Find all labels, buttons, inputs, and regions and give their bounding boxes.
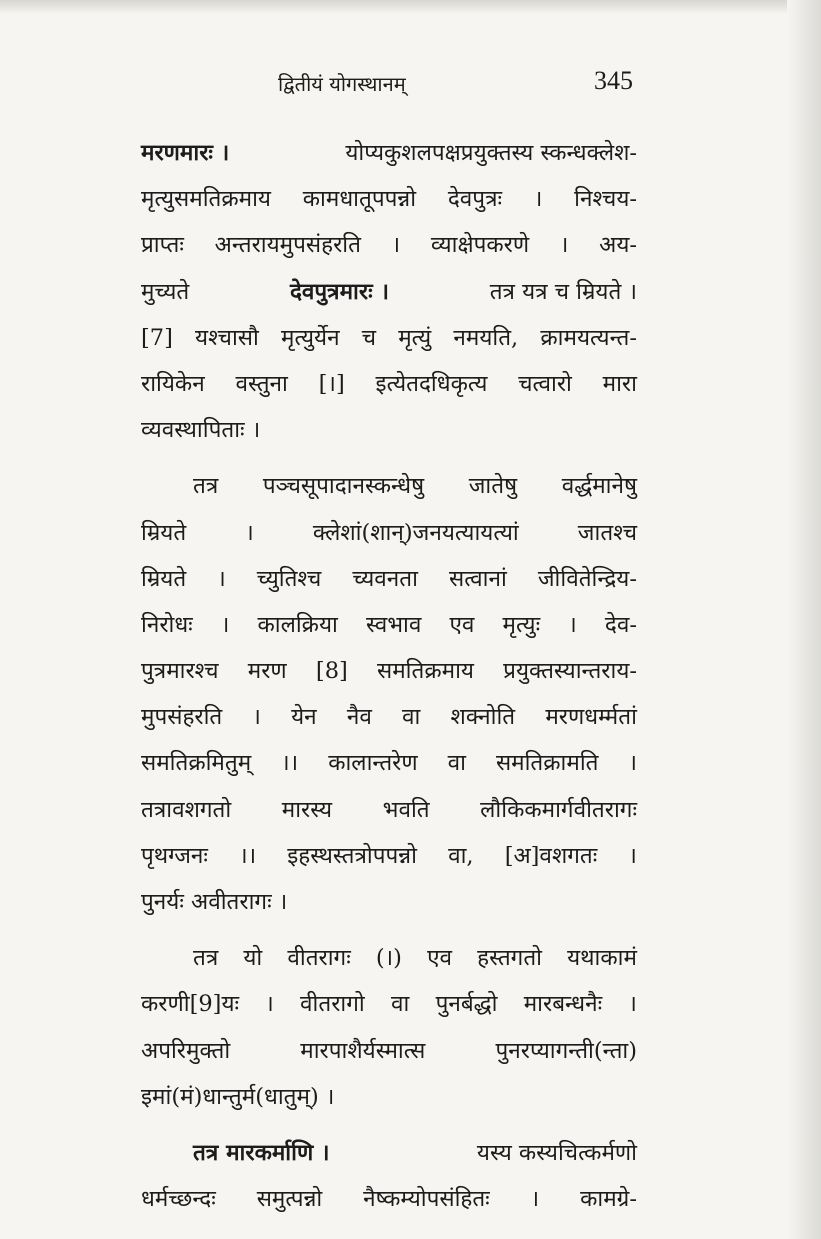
word: नैष्कम्योपसंहितः bbox=[363, 1186, 490, 1213]
word: जीवितेन्द्रिय- bbox=[537, 565, 637, 592]
text-line-16 bbox=[141, 833, 637, 879]
word: प्रयुक्तस्यान्तराय- bbox=[503, 658, 637, 685]
word: करणी[9]यः bbox=[141, 991, 240, 1018]
word: पुनरप्यागन्ती(न्ता) bbox=[495, 1037, 637, 1064]
text-line-4 bbox=[141, 269, 637, 315]
line-text: यस्य कस्यचित्कर्मणो bbox=[476, 1139, 637, 1166]
word: हस्तगतो bbox=[477, 945, 542, 972]
word: समुत्पन्नो bbox=[256, 1186, 323, 1213]
word: समतिक्रमितुम् bbox=[141, 750, 252, 777]
section-title: तत्र मारकर्माणि । bbox=[193, 1139, 330, 1166]
word: वर्द्धमानेषु bbox=[561, 473, 637, 500]
word: देव- bbox=[604, 611, 637, 638]
line-text: मुच्यते bbox=[141, 278, 190, 305]
word: तत्र bbox=[193, 945, 219, 972]
text-line-19 bbox=[141, 981, 637, 1027]
word: लौकिकमार्गवीतरागः bbox=[480, 796, 637, 823]
word: मृत्युं bbox=[398, 324, 432, 351]
word: । bbox=[220, 611, 230, 638]
word: कालान्तरेण bbox=[328, 750, 418, 777]
text-line-17 bbox=[141, 879, 637, 925]
word: अपरिमुक्तो bbox=[141, 1037, 231, 1064]
word: वा, bbox=[448, 842, 474, 869]
word: पुनर्बद्धो bbox=[435, 991, 498, 1018]
word: वा bbox=[402, 704, 421, 731]
word: जातेषु bbox=[468, 473, 518, 500]
word: तत्रावशगतो bbox=[141, 796, 232, 823]
body-text bbox=[141, 130, 637, 1222]
word: समतिक्रमाय bbox=[377, 658, 474, 685]
word: वस्तुना bbox=[235, 370, 288, 397]
running-head: द्वितीयं योगस्थानम् bbox=[278, 72, 406, 96]
word: । bbox=[391, 232, 401, 259]
word: मरणधर्म्मतां bbox=[545, 704, 637, 731]
word: [8] bbox=[315, 658, 348, 685]
word: म्रियते bbox=[141, 519, 187, 546]
word: [अ]वशगतः bbox=[504, 842, 598, 869]
word: रायिकेन bbox=[141, 370, 205, 397]
text-line-22 bbox=[141, 1130, 637, 1176]
word: [7] bbox=[141, 324, 173, 351]
word: एव bbox=[449, 611, 475, 638]
word: अन्तरायमुपसंहरति bbox=[214, 232, 361, 259]
word: धर्मच्छन्दः bbox=[141, 1186, 216, 1213]
word: निरोधः bbox=[141, 611, 193, 638]
word: वीतरागो bbox=[300, 991, 365, 1018]
word: । bbox=[265, 991, 274, 1018]
word: च्यवनता bbox=[352, 565, 418, 592]
word: नैव bbox=[346, 704, 372, 731]
word: ।। bbox=[281, 750, 299, 777]
line-text: इमां(मं)धान्तुर्म(धातुम्) । bbox=[141, 1083, 335, 1110]
word: मारपाशैर्यस्मात्स bbox=[300, 1037, 426, 1064]
word: शक्नोति bbox=[450, 704, 516, 731]
text-line-13 bbox=[141, 694, 637, 740]
word: । bbox=[628, 991, 637, 1018]
word: । bbox=[568, 611, 577, 638]
word: मारा bbox=[602, 370, 637, 397]
word: इहस्थस्तत्रोपपन्नो bbox=[287, 842, 417, 869]
word: पृथग्जनः bbox=[141, 842, 208, 869]
text-line-6 bbox=[141, 361, 637, 407]
word: । bbox=[559, 232, 569, 259]
text-line-9 bbox=[141, 510, 637, 556]
line-text: व्यवस्थापिताः । bbox=[141, 417, 261, 444]
text-line-21 bbox=[141, 1074, 637, 1120]
word: च bbox=[361, 324, 377, 351]
word: [।] bbox=[318, 370, 345, 397]
word: प्राप्तः bbox=[141, 232, 184, 259]
word: कामधातूपपन्नो bbox=[302, 186, 417, 213]
line-text: पुनर्यः अवीतरागः । bbox=[141, 889, 288, 915]
scan-right-edge bbox=[787, 0, 821, 1239]
word: पुत्रमारश्च bbox=[141, 658, 219, 685]
word: येन bbox=[291, 704, 317, 731]
word: जातश्च bbox=[577, 519, 637, 546]
word: वा bbox=[447, 750, 466, 777]
word: म्रियते bbox=[141, 565, 187, 592]
word: मारस्य bbox=[281, 796, 333, 823]
word: तत्र bbox=[193, 473, 219, 500]
section-title: देवपुत्रमारः । bbox=[289, 278, 389, 305]
word: चत्वारो bbox=[518, 370, 572, 397]
word: अय- bbox=[599, 232, 637, 259]
text-line-2 bbox=[141, 176, 637, 222]
word: कालक्रिया bbox=[257, 611, 338, 638]
word: । bbox=[533, 186, 543, 213]
text-line-15 bbox=[141, 787, 637, 833]
word: । bbox=[245, 519, 254, 546]
word: यश्चासौ bbox=[195, 324, 259, 351]
word: ।। bbox=[239, 842, 257, 869]
text-line-18 bbox=[141, 935, 637, 981]
word: देवपुत्रः bbox=[447, 186, 503, 213]
word: मृत्युर्येन bbox=[280, 324, 340, 351]
text-line-3 bbox=[141, 222, 637, 268]
word: । bbox=[252, 704, 261, 731]
scan-top-edge bbox=[0, 0, 821, 14]
text-line-8 bbox=[141, 463, 637, 509]
word: भवति bbox=[382, 796, 430, 823]
word: मुपसंहरति bbox=[141, 704, 223, 731]
page-number: 345 bbox=[594, 66, 633, 95]
word: इत्येतदधिकृत्य bbox=[375, 370, 488, 397]
word: एव bbox=[427, 945, 453, 972]
word: व्याक्षेपकरणे bbox=[430, 232, 530, 259]
word: क्लेशां(शान्)जनयत्यायत्यां bbox=[312, 519, 519, 546]
text-line-10 bbox=[141, 556, 637, 602]
text-line-23 bbox=[141, 1176, 637, 1222]
word: समतिक्रामति bbox=[495, 750, 599, 777]
word: निश्चय- bbox=[574, 186, 637, 213]
word: । bbox=[628, 750, 637, 777]
word: मृत्युः bbox=[502, 611, 541, 638]
word: वीतरागः bbox=[287, 945, 351, 972]
text-line-12 bbox=[141, 648, 637, 694]
line-text: तत्र यत्र च म्रियते । bbox=[489, 278, 637, 305]
word: यथाकामं bbox=[567, 945, 637, 972]
word: सत्वानां bbox=[448, 565, 507, 592]
word: यो bbox=[243, 945, 263, 972]
word: पञ्चसूपादानस्कन्धेषु bbox=[262, 473, 425, 500]
word: क्रामयत्यन्त- bbox=[540, 324, 637, 351]
text-line-5 bbox=[141, 315, 637, 361]
word: नमयति, bbox=[453, 324, 519, 351]
word: (।) bbox=[375, 945, 402, 972]
word: मरण bbox=[247, 658, 287, 685]
word: । bbox=[530, 1186, 540, 1213]
text-line-7 bbox=[141, 407, 637, 453]
text-line-11 bbox=[141, 602, 637, 648]
word: । bbox=[628, 842, 637, 869]
word: स्वभाव bbox=[365, 611, 422, 638]
text-line-14 bbox=[141, 740, 637, 786]
line-text: योप्यकुशलपक्षप्रयुक्तस्य स्कन्धक्लेश- bbox=[345, 140, 637, 166]
word: । bbox=[217, 565, 226, 592]
word: च्युतिश्च bbox=[256, 565, 322, 592]
word: मारबन्धनैः bbox=[523, 991, 603, 1018]
word: कामग्रे- bbox=[580, 1186, 637, 1213]
text-line-20 bbox=[141, 1028, 637, 1074]
section-title: मरणमारः । bbox=[141, 140, 230, 166]
word: मृत्युसमतिक्रमाय bbox=[141, 186, 271, 213]
word: वा bbox=[390, 991, 410, 1018]
text-line-1 bbox=[141, 130, 637, 176]
